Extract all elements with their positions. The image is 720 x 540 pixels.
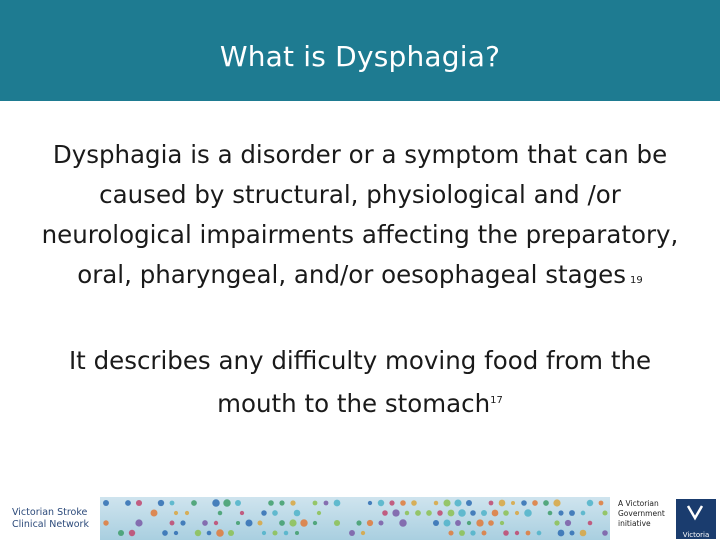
org-name-line: Clinical Network bbox=[12, 519, 89, 530]
dots-pattern-icon bbox=[100, 497, 610, 540]
decorative-dots-banner bbox=[100, 497, 610, 540]
victoria-logo bbox=[676, 499, 716, 539]
footer bbox=[0, 497, 720, 540]
slide-title: What is Dysphagia? bbox=[219, 40, 501, 73]
title-bar bbox=[0, 0, 720, 101]
victoria-logo-text: Victoria bbox=[682, 531, 710, 539]
paragraph-definition bbox=[40, 135, 680, 301]
org-name-line: Victorian Stroke bbox=[12, 507, 88, 518]
government-initiative-logo bbox=[618, 499, 674, 539]
reference-marker: 17 bbox=[490, 395, 503, 406]
slide-body bbox=[40, 135, 680, 424]
paragraph-definition-text: Dysphagia is a disorder or a symptom that can be caused by structural, physiological and /or neurological impairments affecting the preparatory, oral, pharyngeal, and/or oesophageal stages bbox=[41, 140, 679, 289]
reference-marker: 19 bbox=[630, 275, 643, 286]
gov-logo-line: initiative bbox=[618, 519, 651, 528]
gov-logo-line: A Victorian bbox=[618, 499, 659, 508]
victoria-v-icon bbox=[686, 503, 704, 521]
org-name bbox=[12, 507, 89, 531]
paragraph-description-text: It describes any difficulty moving food from the mouth to the stomach bbox=[68, 346, 652, 419]
gov-logo-line: Government bbox=[618, 509, 665, 518]
paragraph-description bbox=[40, 341, 680, 424]
